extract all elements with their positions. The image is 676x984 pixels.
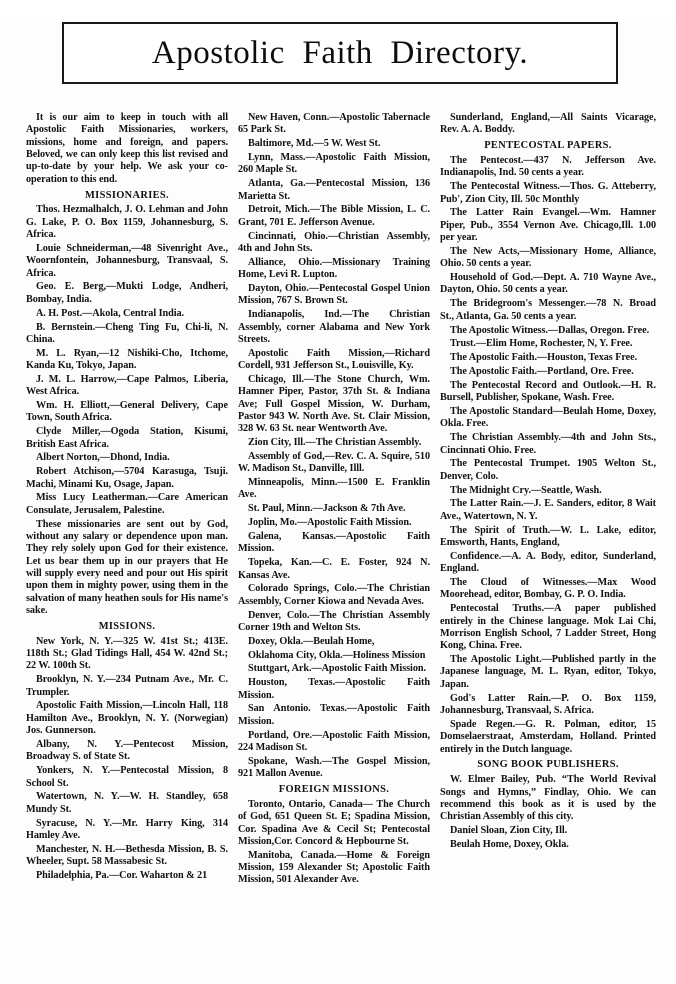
directory-entry: W. Elmer Bailey, Pub. “The World Revival Songs and Hymns,” Findlay, Ohio. We can recommend this book as it is used by the Christian Assembly of this city. bbox=[440, 774, 656, 823]
directory-entry: Brooklyn, N. Y.—234 Putnam Ave., Mr. C. Trumpler. bbox=[26, 674, 228, 698]
directory-entry: Detroit, Mich.—The Bible Mission, L. C. Grant, 701 E. Jefferson Avenue. bbox=[238, 204, 430, 228]
column-three bbox=[440, 112, 656, 984]
directory-entry: Portland, Ore.—Apostolic Faith Mission, 224 Madison St. bbox=[238, 729, 430, 753]
directory-entry: Assembly of God,—Rev. C. A. Squire, 510 W. Madison St., Danville, Illl. bbox=[238, 450, 430, 475]
directory-entry: The Pentecostal Record and Outlook.—H. R. Bursell, Publisher, Spokane, Wash. Free. bbox=[440, 379, 656, 404]
directory-entry: New Haven, Conn.—Apostolic Tabernacle 65 Park St. bbox=[238, 112, 430, 136]
directory-entry: Syracuse, N. Y.—Mr. Harry King, 314 Hamley Ave. bbox=[26, 817, 228, 841]
directory-entry: A. H. Post.—Akola, Central India. bbox=[36, 307, 185, 319]
directory-entry: Houston, Texas.—Apostolic Faith Mission. bbox=[238, 677, 430, 701]
directory-entry: New York, N. Y.—325 W. 41st St.; 413E. 118th St.; Glad Tidings Hall, 454 W. 42nd St.; 22 W. 100th St. bbox=[26, 635, 228, 672]
directory-entry: Chicago, Ill.—The Stone Church, Wm. Hamner Piper, Pastor, 37th St. & Indiana Ave; Full Gospel Mission, W. Durham, Pastor 943 W. North Ave. St. Clair Mission, 328 W. 63 St. near Wentworth Ave. bbox=[238, 373, 430, 435]
intro-paragraph: It is our aim to keep in touch with all Apostolic Faith Missionaries, workers, missions, home and foreign, and papers. Beloved, we can only keep this list revised and up-to-date by your help. We ask your co-operation to this end. bbox=[26, 112, 228, 185]
section-heading: SONG BOOK PUBLISHERS. bbox=[477, 759, 619, 771]
directory-entry: St. Paul, Minn.—Jackson & 7th Ave. bbox=[248, 503, 406, 515]
directory-entry: The Christian Assembly.—4th and John Sts., Cincinnati Ohio. Free. bbox=[440, 432, 656, 456]
directory-entry: Baltimore, Md.—5 W. West St. bbox=[248, 138, 381, 150]
directory-entry: The Cloud of Witnesses.—Max Wood Moorehead, editor, Bombay, G. P. O. India. bbox=[440, 577, 656, 601]
column-one bbox=[26, 112, 238, 984]
directory-entry: The Midnight Cry.—Seattle, Wash. bbox=[450, 484, 602, 496]
directory-entry: The Apostolic Faith.—Portland, Ore. Free. bbox=[450, 366, 634, 378]
directory-entry: Thos. Hezmalhalch, J. O. Lehman and John G. Lake, P. O. Box 1159, Johannesburg, S. Africa. bbox=[26, 204, 228, 241]
directory-entry: Wm. H. Elliott,—General Delivery, Cape Town, South Africa. bbox=[26, 400, 228, 424]
section-heading: PENTECOSTAL PAPERS. bbox=[484, 140, 612, 152]
directory-entry: The Apostolic Faith.—Houston, Texas Free. bbox=[450, 352, 638, 364]
directory-entry: Zion City, Ill.—The Christian Assembly. bbox=[248, 437, 422, 449]
directory-entry: Dayton, Ohio.—Pentecostal Gospel Union Mission, 767 S. Brown St. bbox=[238, 282, 430, 307]
directory-entry: Alliance, Ohio.—Missionary Training Home, Levi R. Lupton. bbox=[238, 256, 430, 281]
section-heading: MISSIONARIES. bbox=[85, 189, 169, 201]
directory-entry: Manitoba, Canada.—Home & Foreign Mission, 159 Alexander St; Apostolic Faith Mission, 501 Alexander Ave. bbox=[238, 849, 430, 886]
directory-entry: Doxey, Okla.—Beulah Home, bbox=[248, 635, 375, 647]
directory-entry: Manchester, N. H.—Bethesda Mission, B. S. Wheeler, Supt. 58 Massabesic St. bbox=[26, 843, 228, 868]
directory-entry: Daniel Sloan, Zion City, Ill. bbox=[450, 825, 568, 837]
directory-entry: Oklahoma City, Okla.—Holiness Mission bbox=[248, 649, 426, 661]
directory-entry: Louie Schneiderman,—48 Sivenright Ave., Woornfontein, Johannesburg, Transvaal, S. Africa. bbox=[26, 242, 228, 279]
directory-entry: The Apostolic Light.—Published partly in the Japanese language, M. L. Ryan, editor, Tokyo, Japan. bbox=[440, 654, 656, 690]
directory-entry: Lynn, Mass.—Apostolic Faith Mission, 260 Maple St. bbox=[238, 152, 430, 176]
directory-entry: Trust.—Elim Home, Rochester, N, Y. Free. bbox=[450, 338, 633, 350]
directory-entry: Philadelphia, Pa.—Cor. Waharton & 21 bbox=[36, 869, 208, 881]
directory-entry: Spokane, Wash.—The Gospel Mission, 921 Mallon Avenue. bbox=[238, 755, 430, 780]
directory-entry: Yonkers, N. Y.—Pentecostal Mission, 8 School St. bbox=[26, 765, 228, 789]
directory-entry: Apostolic Faith Mission,—Lincoln Hall, 118 Hamilton Ave., Brooklyn, N. Y. (Norwegian) Jos. Gunnerson. bbox=[26, 700, 228, 737]
directory-entry: Albert Norton,—Dhond, India. bbox=[36, 452, 170, 464]
directory-entry: Clyde Miller,—Ogoda Station, Kisumi, British East Africa. bbox=[26, 426, 228, 450]
directory-entry: Household of God.—Dept. A. 710 Wayne Ave., Dayton, Ohio. 50 cents a year. bbox=[440, 272, 656, 296]
directory-entry: Stuttgart, Ark.—Apostolic Faith Mission. bbox=[248, 663, 426, 675]
directory-entry: J. M. L. Harrow,—Cape Palmos, Liberia, West Africa. bbox=[26, 373, 228, 398]
directory-entry: The Apostolic Witness.—Dallas, Oregon. Free. bbox=[450, 324, 650, 336]
directory-entry: Cincinnati, Ohio.—Christian Assembly, 4th and John Sts. bbox=[238, 230, 430, 254]
directory-entry: Colorado Springs, Colo.—The Christian Assembly, Corner Kiowa and Nevada Aves. bbox=[238, 583, 430, 607]
column-two bbox=[238, 112, 440, 984]
directory-entry: Joplin, Mo.—Apostolic Faith Mission. bbox=[248, 517, 412, 529]
directory-entry: God's Latter Rain.—P. O. Box 1159, Johannesburg, Transvaal, S. Africa. bbox=[440, 692, 656, 716]
directory-entry: The New Acts,—Missionary Home, Alliance, Ohio. 50 cents a year. bbox=[440, 245, 656, 270]
directory-entry: The Pentecost.—437 N. Jefferson Ave. Indianapolis, Ind. 50 cents a year. bbox=[440, 155, 656, 179]
section-heading: FOREIGN MISSIONS. bbox=[278, 784, 390, 796]
directory-entry: Galena, Kansas.—Apostolic Faith Mission. bbox=[238, 531, 430, 555]
section-heading: MISSIONS. bbox=[98, 620, 156, 632]
directory-entry: The Latter Rain.—J. E. Sanders, editor, 8 Wait Ave., Watertown, N. Y. bbox=[440, 498, 656, 522]
directory-entry: Sunderland, England,—All Saints Vicarage, Rev. A. A. Boddy. bbox=[440, 112, 656, 136]
directory-entry: Robert Atchison,—5704 Karasuga, Tsuji. Machi, Minami Ku, Osage, Japan. bbox=[26, 466, 228, 490]
directory-entry: Denver, Colo.—The Christian Assembly Corner 19th and Welton Sts. bbox=[238, 609, 430, 633]
directory-entry: Pentecostal Truths.—A paper published entirely in the Chinese language. Mok Lai Chi, Morrison English School, 7 Ladder Street, Hong Kong, China. Free. bbox=[440, 603, 656, 652]
directory-entry: Spade Regen.—G. R. Polman, editor, 15 Domselaerstraat, Amsterdam, Holland. Printed entirely in the Dutch language. bbox=[440, 718, 656, 755]
directory-entry: Geo. E. Berg,—Mukti Lodge, Andheri, Bombay, India. bbox=[26, 281, 228, 305]
directory-entry: The Bridegroom's Messenger.—78 N. Broad St., Atlanta, Ga. 50 cents a year. bbox=[440, 298, 656, 322]
directory-entry: Beulah Home, Doxey, Okla. bbox=[450, 838, 569, 850]
directory-entry: Indianapolis, Ind.—The Christian Assembly, corner Alabama and New York Streets. bbox=[238, 309, 430, 345]
directory-entry: The Pentecostal Witness.—Thos. G. Atteberry, Pub', Zion City, Ill. 50c Monthly bbox=[440, 181, 656, 205]
intro-paragraph: These missionaries are sent out by God, without any salary or dependence upon man. They rely solely upon God for their existence. Let us bear them up in our prayers that He will supply every need and pour out His spirit upon them in mighty power, using them in the salvation of many heathen souls for His name's sake. bbox=[26, 518, 228, 617]
directory-entry: B. Bernstein.—Cheng Ting Fu, Chi-li, N. China. bbox=[26, 321, 228, 345]
directory-entry: The Apostolic Standard—Beulah Home, Doxey, Okla. Free. bbox=[440, 406, 656, 430]
directory-entry: Watertown, N. Y.—W. H. Standley, 658 Mundy St. bbox=[26, 791, 228, 815]
directory-entry: Atlanta, Ga.—Pentecostal Mission, 136 Marietta St. bbox=[238, 178, 430, 202]
directory-entry: Topeka, Kan.—C. E. Foster, 924 N. Kansas Ave. bbox=[238, 557, 430, 581]
directory-entry: Minneapolis, Minn.—1500 E. Franklin Ave. bbox=[238, 477, 430, 501]
directory-entry: Albany, N. Y.—Pentecost Mission, Broadway S. of State St. bbox=[26, 739, 228, 763]
directory-entry: The Pentecostal Trumpet. 1905 Welton St., Denver, Colo. bbox=[440, 458, 656, 482]
page-title: Apostolic Faith Directory. bbox=[151, 34, 529, 71]
directory-entry: Miss Lucy Leatherman.—Care American Consulate, Jerusalem, Palestine. bbox=[26, 492, 228, 516]
directory-entry: San Antonio. Texas.—Apostolic Faith Mission. bbox=[238, 703, 430, 727]
directory-entry: Toronto, Ontario, Canada— The Church of God, 651 Queen St. E; Spadina Mission, Cor. Spadina Ave & Cecil St; Pentecostal Mission,Cor. Concord & Hepbourne St. bbox=[238, 798, 430, 847]
directory-entry: The Spirit of Truth.—W. L. Lake, editor, Emsworth, Hants, England, bbox=[440, 524, 656, 548]
directory-entry: The Latter Rain Evangel.—Wm. Hamner Piper, Pub., 3554 Vernon Ave. Chicago,Ill. 1.00 per year. bbox=[440, 207, 656, 244]
masthead-banner bbox=[62, 22, 618, 84]
directory-entry: Apostolic Faith Mission,—Richard Cordell, 931 Jefferson St., Louisville, Ky. bbox=[238, 347, 430, 372]
directory-entry: Confidence.—A. A. Body, editor, Sunderland, England. bbox=[440, 550, 656, 575]
directory-page bbox=[0, 22, 676, 984]
directory-entry: M. L. Ryan,—12 Nishiki-Cho, Itchome, Kanda Ku, Tokyo, Japan. bbox=[26, 347, 228, 372]
columns-container bbox=[0, 112, 676, 984]
